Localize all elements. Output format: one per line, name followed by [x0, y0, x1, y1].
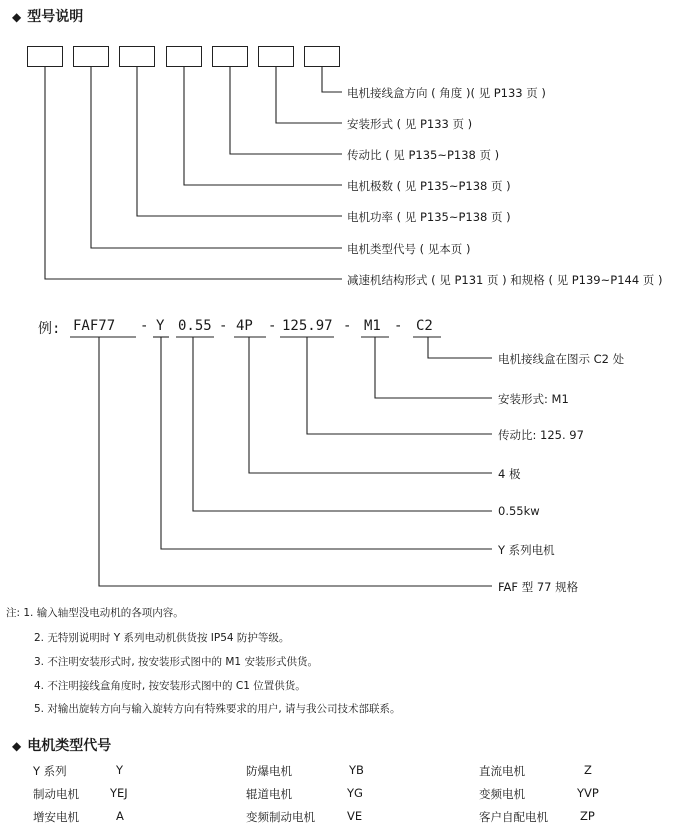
example-label-power: 0.55kw	[498, 504, 540, 518]
example-part-motor: Y	[156, 318, 165, 334]
example-label-ratio: 传动比: 125. 97	[498, 428, 584, 442]
note-line: 5. 对输出旋转方向与输入旋转方向有特殊要求的用户, 请与我公司技术部联系。	[34, 703, 401, 715]
label-poles: 电机极数 ( 见 P135~P138 页 )	[347, 179, 511, 193]
label-mounting-form: 安装形式 ( 见 P133 页 )	[347, 117, 473, 131]
example-label-model: FAF 型 77 规格	[498, 580, 579, 594]
table-cell-code: YB	[349, 763, 364, 777]
table-cell-name: 变频电机	[479, 787, 525, 801]
label-power: 电机功率 ( 见 P135~P138 页 )	[347, 210, 511, 224]
example-dash: -	[219, 318, 228, 334]
example-part-model: FAF77	[73, 318, 116, 334]
example-part-power: 0.55	[178, 318, 212, 334]
example-part-mounting: M1	[364, 318, 381, 334]
example-prefix: 例:	[38, 321, 61, 337]
example-label-mounting: 安装形式: M1	[498, 392, 569, 406]
table-cell-code: VE	[347, 809, 363, 823]
diamond-bullet-icon: ◆	[12, 739, 22, 753]
example-part-ratio: 125.97	[282, 318, 333, 334]
table-cell-code: YVP	[577, 786, 599, 800]
example-label-poles: 4 极	[498, 467, 521, 481]
example-dash: -	[268, 318, 277, 334]
example-dash: -	[394, 318, 403, 334]
example-dash: -	[140, 318, 149, 334]
example-part-poles: 4P	[236, 318, 253, 334]
section-title-model-description: ◆ 型号说明	[12, 9, 84, 25]
note-line: 4. 不注明接线盒角度时, 按安装形式图中的 C1 位置供货。	[34, 680, 306, 692]
table-cell-code: YEJ	[110, 786, 128, 800]
example-dash: -	[343, 318, 352, 334]
table-cell-name: 防爆电机	[246, 764, 292, 778]
diamond-bullet-icon: ◆	[12, 10, 22, 24]
table-cell-code: YG	[347, 786, 363, 800]
table-cell-name: 增安电机	[33, 810, 79, 824]
label-ratio: 传动比 ( 见 P135~P138 页 )	[347, 148, 500, 162]
example-label-motor: Y 系列电机	[498, 543, 555, 557]
table-cell-name: 直流电机	[479, 764, 525, 778]
label-motor-type: 电机类型代号 ( 见本页 )	[347, 242, 471, 256]
table-cell-code: Z	[584, 763, 592, 777]
example-label-terminal-box: 电机接线盒在图示 C2 处	[498, 352, 625, 366]
table-cell-name: 辊道电机	[246, 787, 292, 801]
note-line: 注: 1. 输入轴型没电动机的各项内容。	[6, 607, 184, 619]
label-reducer-structure: 减速机结构形式 ( 见 P131 页 ) 和规格 ( 见 P139~P144 页 )	[347, 273, 663, 287]
table-cell-name: 变频制动电机	[246, 810, 315, 824]
table-cell-code: ZP	[580, 809, 595, 823]
table-cell-name: 客户自配电机	[479, 810, 548, 824]
label-terminal-box-direction: 电机接线盒方向 ( 角度 )( 见 P133 页 )	[347, 86, 546, 100]
table-cell-name: 制动电机	[33, 787, 79, 801]
table-cell-code: Y	[116, 763, 124, 777]
table-cell-name: Y 系列	[33, 764, 67, 778]
note-line: 2. 无特别说明时 Y 系列电动机供货按 IP54 防护等级。	[34, 632, 290, 644]
table-cell-code: A	[116, 809, 124, 823]
note-line: 3. 不注明安装形式时, 按安装形式图中的 M1 安装形式供货。	[34, 656, 318, 668]
section-title-motor-type-codes: ◆ 电机类型代号	[12, 738, 112, 754]
example-part-terminal: C2	[416, 318, 433, 334]
